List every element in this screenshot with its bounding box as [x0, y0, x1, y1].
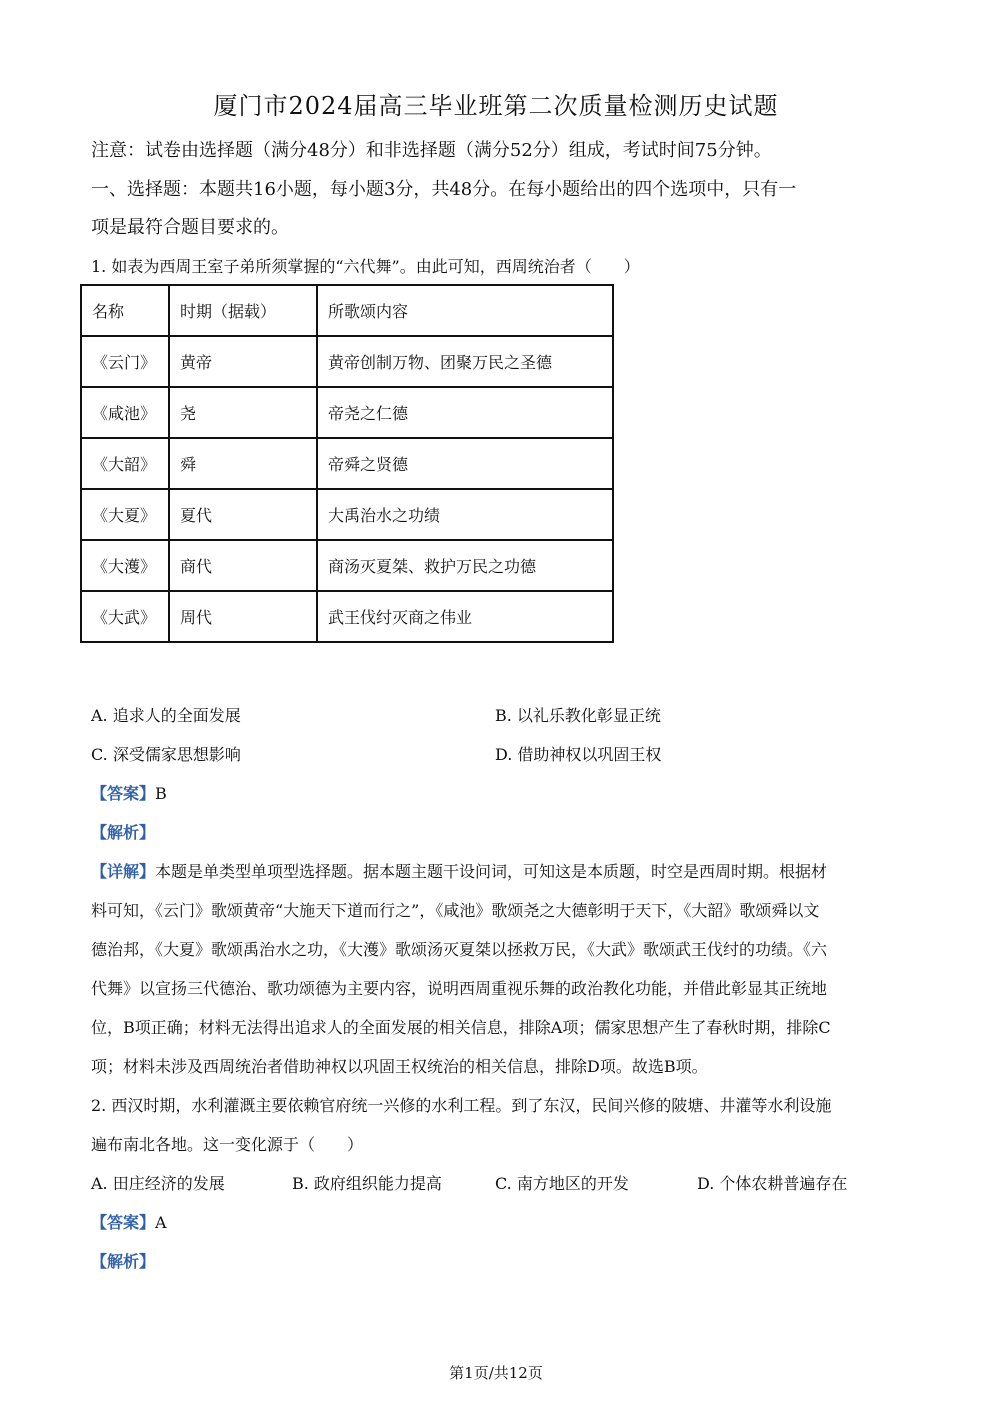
table-cell: 《大濩》	[81, 540, 169, 591]
q1-detail-line-5: 位，B项正确；材料无法得出追求人的全面发展的相关信息，排除A项；儒家思想产生了春秋时期，排除C	[91, 1018, 831, 1037]
q2-option-c: C. 南方地区的开发	[495, 1174, 629, 1193]
question-1-stem: 1. 如表为西周王室子弟所须掌握的“六代舞”。由此可知，西周统治者（ ）	[91, 257, 640, 276]
q2-answer-value: A	[155, 1213, 167, 1232]
header-cell: 时期（据载）	[169, 285, 317, 336]
q2-option-d: D. 个体农耕普遍存在	[697, 1174, 848, 1193]
table-cell: 黄帝	[169, 336, 317, 387]
table-cell: 《大夏》	[81, 489, 169, 540]
question-2-stem-line-1: 2. 西汉时期，水利灌溉主要依赖官府统一兴修的水利工程。到了东汉，民间兴修的陂塘、井灌等水利设施	[91, 1096, 832, 1115]
table-cell: 《大武》	[81, 591, 169, 642]
table-cell: 舜	[169, 438, 317, 489]
table-cell: 《咸池》	[81, 387, 169, 438]
q2-analysis-label: 【解析】	[91, 1252, 156, 1271]
table-cell: 商代	[169, 540, 317, 591]
table-cell: 夏代	[169, 489, 317, 540]
q1-detail-line-3: 德治邦，《大夏》歌颂禹治水之功，《大濩》歌颂汤灭夏桀以拯救万民，《大武》歌颂武王伐纣的功绩。《六	[91, 940, 828, 959]
section-instructions-line-1: 一、选择题：本题共16小题，每小题3分，共48分。在每小题给出的四个选项中，只有一	[91, 179, 797, 200]
q1-option-d: D. 借助神权以巩固王权	[495, 745, 662, 764]
q1-option-b: B. 以礼乐教化彰显正统	[495, 706, 661, 725]
table-header-row	[81, 285, 613, 336]
section-instructions-line-2: 项是最符合题目要求的。	[91, 217, 289, 238]
q1-option-c: C. 深受儒家思想影响	[91, 745, 241, 764]
six-dances-table	[80, 284, 614, 643]
table-cell: 尧	[169, 387, 317, 438]
table-cell: 《大韶》	[81, 438, 169, 489]
q1-answer-line	[91, 781, 167, 804]
header-cell: 名称	[81, 285, 169, 336]
table-row	[81, 489, 613, 540]
table-cell: 大禹治水之功绩	[317, 489, 613, 540]
q1-answer-value: B	[155, 784, 167, 803]
page-title: 厦门市2024届高三毕业班第二次质量检测历史试题	[213, 92, 779, 120]
table-cell: 黄帝创制万物、团聚万民之圣德	[317, 336, 613, 387]
q2-option-b: B. 政府组织能力提高	[292, 1174, 442, 1193]
table-row	[81, 540, 613, 591]
detail-text: 本题是单类型单项型选择题。据本题主题干设问词，可知这是本质题，时空是西周时期。根据材	[155, 862, 828, 881]
q2-answer-line	[91, 1210, 167, 1233]
table-row	[81, 387, 613, 438]
q2-option-a: A. 田庄经济的发展	[91, 1174, 225, 1193]
table-row	[81, 336, 613, 387]
answer-label: 【答案】	[91, 1213, 156, 1232]
table-cell: 帝尧之仁德	[317, 387, 613, 438]
detail-label: 【详解】	[91, 862, 156, 881]
table-cell: 周代	[169, 591, 317, 642]
table-cell: 商汤灭夏桀、救护万民之功德	[317, 540, 613, 591]
q1-detail-line-1	[91, 859, 827, 882]
header-cell: 所歌颂内容	[317, 285, 613, 336]
question-2-stem-line-2: 遍布南北各地。这一变化源于（ ）	[91, 1135, 364, 1154]
q1-detail-line-4: 代舞》以宣扬三代德治、歌功颂德为主要内容，说明西周重视乐舞的政治教化功能，并借此彰显其正统地	[91, 979, 828, 998]
page-footer: 第1页/共12页	[449, 1364, 543, 1382]
table-cell: 帝舜之贤德	[317, 438, 613, 489]
table-row	[81, 438, 613, 489]
q1-analysis-label: 【解析】	[91, 823, 156, 842]
table-cell: 武王伐纣灭商之伟业	[317, 591, 613, 642]
answer-label: 【答案】	[91, 784, 156, 803]
table-row	[81, 591, 613, 642]
q1-detail-line-2: 料可知，《云门》歌颂黄帝“大施天下道而行之”，《咸池》歌颂尧之大德彰明于天下，《大韶》歌颂舜以文	[91, 901, 820, 920]
q1-option-a: A. 追求人的全面发展	[91, 706, 241, 725]
exam-notice: 注意：试卷由选择题（满分48分）和非选择题（满分52分）组成，考试时间75分钟。	[91, 140, 772, 161]
table-cell: 《云门》	[81, 336, 169, 387]
q1-detail-line-6: 项；材料未涉及西周统治者借助神权以巩固王权统治的相关信息，排除D项。故选B项。	[91, 1057, 708, 1076]
